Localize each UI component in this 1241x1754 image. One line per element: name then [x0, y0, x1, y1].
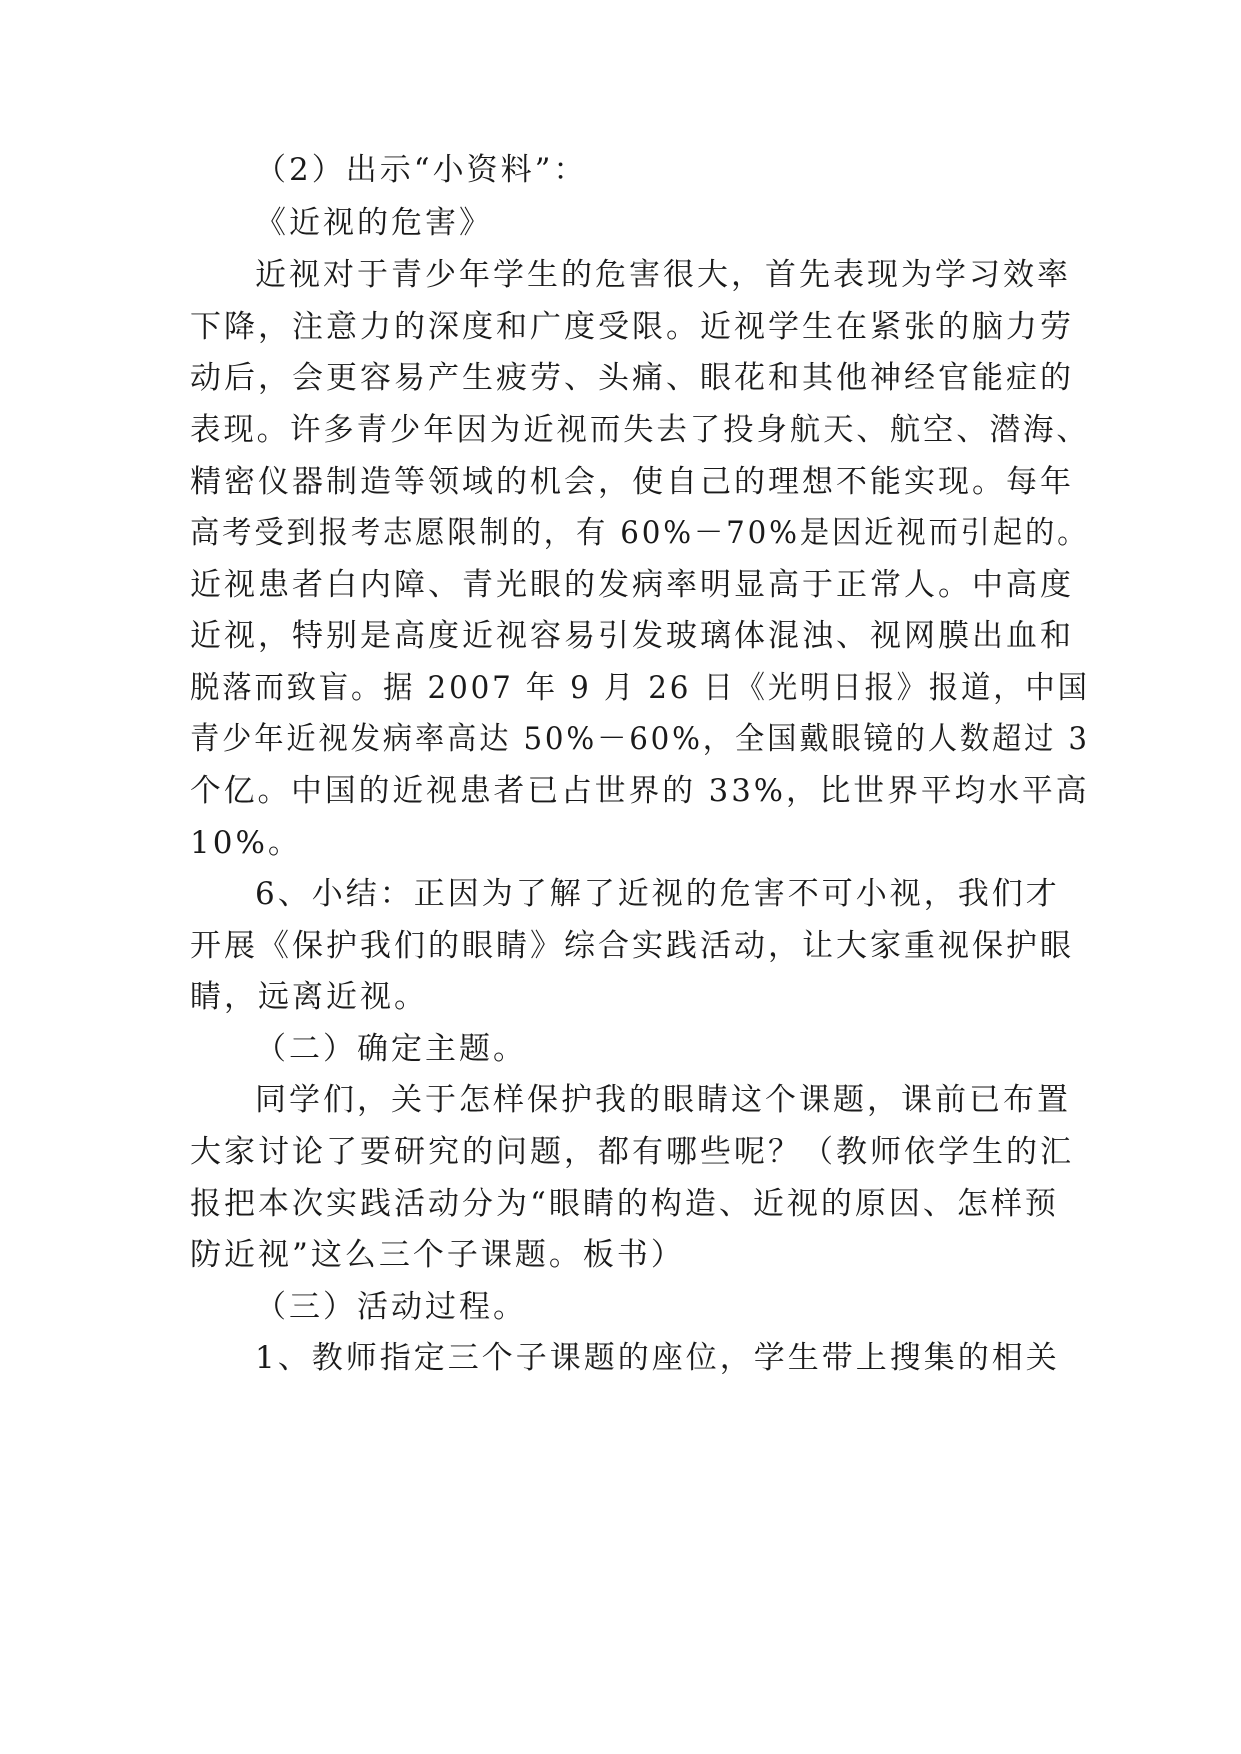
section-heading: （三）活动过程。 [255, 1289, 527, 1325]
text-line: 表现。许多青少年因为近视而失去了投身航天、航空、潜海、 [190, 412, 1090, 448]
text-line: 精密仪器制造等领域的机会，使自己的理想不能实现。每年 [190, 464, 1074, 500]
text-line: 脱落而致盲。据 2007 年 9 月 26 日《光明日报》报道，中国 [190, 670, 1090, 706]
text-line: 开展《保护我们的眼睛》综合实践活动，让大家重视保护眼 [190, 928, 1074, 964]
text-line: 报把本次实践活动分为“眼睛的构造、近视的原因、怎样预 [190, 1186, 1059, 1222]
text-line: 10%。 [190, 825, 302, 861]
text-line: 大家讨论了要研究的问题，都有哪些呢？（教师依学生的汇 [190, 1134, 1074, 1170]
text-line: 青少年近视发病率高达 50%－60%，全国戴眼镜的人数超过 3 [190, 721, 1090, 757]
text-line: 同学们，关于怎样保护我的眼睛这个课题，课前已布置 [255, 1082, 1071, 1118]
text-line: 近视，特别是高度近视容易引发玻璃体混浊、视网膜出血和 [190, 618, 1074, 654]
text-line: 防近视”这么三个子课题。板书） [190, 1237, 685, 1273]
text-line: 6、小结：正因为了解了近视的危害不可小视，我们才 [255, 876, 1060, 912]
section-heading: （二）确定主题。 [255, 1031, 527, 1067]
text-line: 近视患者白内障、青光眼的发病率明显高于正常人。中高度 [190, 567, 1074, 603]
text-line: 睛，远离近视。 [190, 979, 428, 1015]
text-line: 1、教师指定三个子课题的座位，学生带上搜集的相关 [255, 1340, 1060, 1376]
text-line: 动后，会更容易产生疲劳、头痛、眼花和其他神经官能症的 [190, 360, 1074, 396]
text-line: 近视对于青少年学生的危害很大，首先表现为学习效率 [255, 257, 1071, 293]
text-line: 个亿。中国的近视患者已占世界的 33%，比世界平均水平高 [190, 773, 1090, 809]
text-line: （2）出示“小资料”： [255, 152, 588, 188]
text-line: 高考受到报考志愿限制的，有 60%－70%是因近视而引起的。 [190, 515, 1090, 551]
text-line: 下降，注意力的深度和广度受限。近视学生在紧张的脑力劳 [190, 309, 1074, 345]
text-line: 《近视的危害》 [255, 205, 493, 241]
